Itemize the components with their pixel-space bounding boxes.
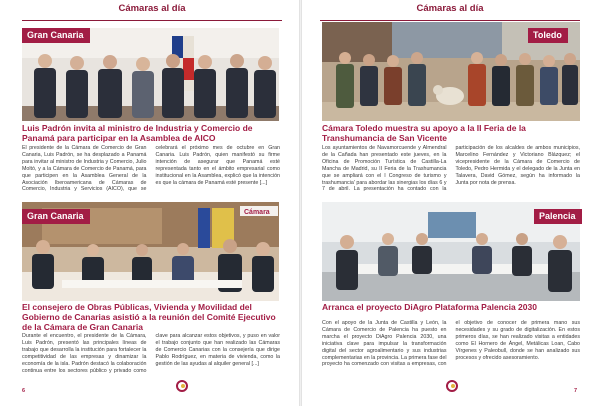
left-header-title: Cámaras al día [118, 3, 186, 14]
right-page-number: 7 [574, 388, 578, 394]
article-headline: Luis Padrón invita al ministro de Industria y Comercio de Panamá para participar en la Asamblea de AICO [22, 123, 253, 143]
chamber-logo-icon [176, 380, 188, 392]
article-body-3: Los ayuntamientos de Navamorcuende y Almendral de la Cañada han presentado este jueves, en la Oficina de Promoción Turística de Castilla-La Mancha de Madrid, su II Feria de la Trashumancia que se ampliará con el I Congreso de turismo y trashumancia' para abordar las sinergias los días 6 y 7 de abril. La presentación ha contado con la participación de los alcaldes de ambos municipios, Marcelino Fernández y Victoriano Blázquez; el vicepresidente de la Cámara de Comercio de Toledo, Pedro Hermida y el delegado de la Junta en Talavera, David Gómez, según ha informado la Junta por nota de prensa. [322, 145, 580, 193]
page-spine [299, 0, 302, 406]
region-tag-palencia: Palencia [534, 209, 582, 224]
region-tag-gran-canaria-2: Gran Canaria [22, 209, 90, 224]
chamber-logo-icon-right [446, 380, 458, 392]
camara-banner-text: Cámara [244, 209, 270, 216]
region-tag-gran-canaria: Gran Canaria [22, 28, 90, 43]
article-body-2: Durante el encuentro, el presidente de la Cámara, Luis Padrón, presentó las principales líneas de trabajo que desarrolla la institución para fortalecer la competitividad de las empresas y dinamizar la economía de la isla. Padrón destacó la colaboración continua entre los sectores público y privado como clave para alcanzar estos objetivos, y puso en valor el trabajo conjunto que han realizado las Cámaras de Comercio Canarias con la consejería que dirige Pablo Rodríguez, en materia de vivienda, como la gestión de las ayudas al alquiler general [...] [22, 333, 280, 374]
region-tag-toledo: Toledo [528, 28, 568, 43]
article-headline-3: Cámara Toledo muestra su apoyo a la II Feria de la Transhumancia de San Vicente [322, 123, 526, 143]
article-body: El presidente de la Cámara de Comercio de Gran Canaria, Luis Padrón, se ha desplazado a Panamá para invitar al ministro de Industria y Comercio, Julio Moltó, y a la Cámara de Comercio de Panamá, para que participen en la Asamblea General de la Asociación Iberoamericana de Cámaras de Comercio, Industria y Servicios (AICO), que se celebrará el próximo mes de octubre en Gran Canaria. Luis Padrón, quien manifestó su firme intención de asegurar que Panamá esté representada tanto en el ámbito empresarial como institucional en la Asamblea, explicó que la intención es que la cámara de Panamá esté presente [...] [22, 145, 280, 193]
article-headline-2: El consejero de Obras Públicas, Vivienda y Movilidad del Gobierno de Canarias asistió a la reunión del Comité Ejecutivo de la Cámara de Gran Canaria [22, 302, 276, 332]
left-page-number: 6 [22, 388, 26, 394]
left-page-header [22, 0, 282, 21]
article-body-4: Con el apoyo de la Junta de Castilla y León, la Cámara de Comercio de Palencia ha puesto en marcha el proyecto DiAgro Palencia 2030, una iniciativa clave para impulsar la transformación digital del sector agroalimentario y sus industrias complementarias en la provincia. La primera fase del proyecto ha comenzado con visitas a empresas, con el objetivo de conocer de primera mano sus necesidades y su grado de digitalización. En estos primeros días, se han realizado visitas a entidades como El Hornero de Ángel, Metálicas Loan, Cabo Vírgenes y Paleobull, donde se han analizado sus procesos y ofrecido asesoramiento. [322, 320, 580, 368]
article-headline-4: Arranca el proyecto DiAgro Plataforma Palencia 2030 [322, 302, 537, 312]
right-header-title: Cámaras al día [416, 3, 484, 14]
right-page-header [320, 0, 580, 21]
